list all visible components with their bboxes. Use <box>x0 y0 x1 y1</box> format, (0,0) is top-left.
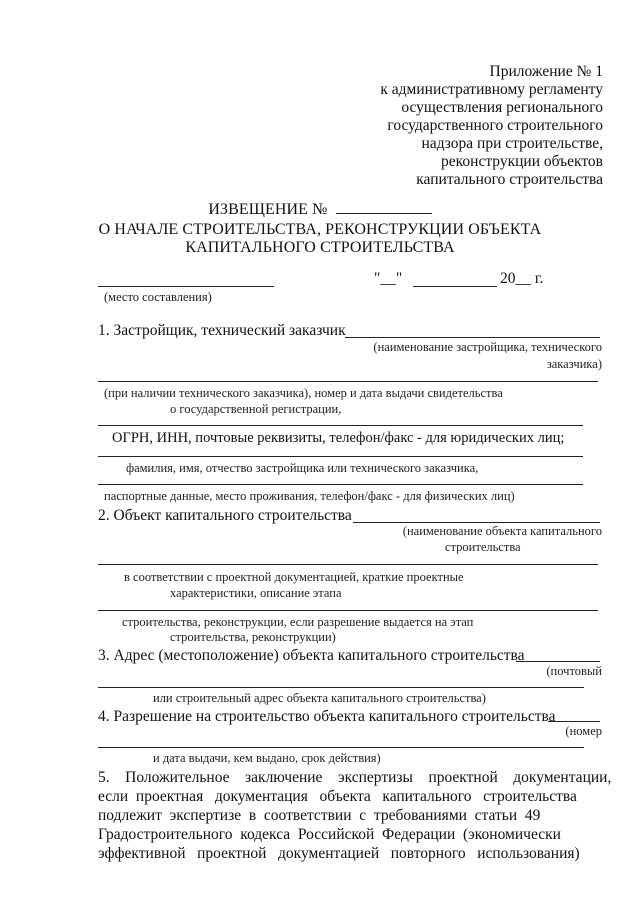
section-5-line-2: если проектная документация объекта капитального строительства <box>98 788 577 805</box>
section-3-label: 3. Адрес (местоположение) объекта капитального строительства <box>98 647 525 664</box>
header-line-5: надзора при строительстве, <box>421 135 603 152</box>
notice-subtitle-2: КАПИТАЛЬНОГО СТРОИТЕЛЬСТВА <box>185 239 455 256</box>
section-4-hint-1: (номер <box>565 724 602 738</box>
section-2-hint-3: в соответствии с проектной документацией, краткие проектные <box>124 570 464 584</box>
section-2-hint-5: строительства, реконструкции, если разрешение выдается на этап <box>122 615 474 629</box>
header-line-1: Приложение № 1 <box>489 63 603 80</box>
section-5-line-5: эффективной проектной документацией повторного использования) <box>98 845 580 862</box>
section-5-line-4: Градостроительного кодекса Российской Федерации (экономически <box>98 826 561 843</box>
section-1-hint-6: паспортные данные, место проживания, телефон/факс - для физических лиц) <box>104 489 515 503</box>
section-1-legal: ОГРН, ИНН, почтовые реквизиты, телефон/факс - для юридических лиц; <box>112 430 565 446</box>
section-1-hint-2: заказчика) <box>546 357 602 371</box>
section-4-hint-2: и дата выдачи, кем выдано, срок действия) <box>153 751 381 765</box>
section-1-line-4 <box>98 456 583 457</box>
section-2-blank <box>353 522 600 523</box>
header-line-3: осуществления регионального <box>401 99 603 116</box>
section-1-hint-4: о государственной регистрации, <box>170 402 342 416</box>
place-blank <box>98 286 274 287</box>
section-2-hint-6: строительства, реконструкции) <box>170 630 336 644</box>
section-4-line-2 <box>98 747 584 748</box>
section-5-line-3: подлежит экспертизе в соответствии с требованиями статьи 49 <box>98 807 541 824</box>
notice-label: ИЗВЕЩЕНИЕ № <box>208 201 328 218</box>
section-1-line-5 <box>98 484 583 485</box>
header-line-2: к административному регламенту <box>380 81 603 98</box>
header-line-6: реконструкции объектов <box>441 153 603 170</box>
section-2-hint-2: строительства <box>445 540 521 554</box>
date-blank <box>413 286 497 287</box>
header-line-7: капитального строительства <box>416 171 603 188</box>
section-1-line-2 <box>98 381 598 382</box>
section-3-hint-1: (почтовый <box>546 664 602 678</box>
section-3-blank <box>516 661 600 662</box>
section-1-blank <box>345 337 600 338</box>
section-2-hint-4: характеристики, описание этапа <box>170 586 342 600</box>
place-label: (место составления) <box>104 290 212 304</box>
section-3-hint-2: или строительный адрес объекта капитального строительства) <box>153 691 486 705</box>
notice-title <box>0 201 640 219</box>
section-2-label: 2. Объект капитального строительства <box>98 507 352 524</box>
section-1-line-3 <box>98 425 583 426</box>
date-quotes: "__" <box>374 270 403 287</box>
section-2-line-2 <box>98 564 598 565</box>
section-5-line-1: 5. Положительное заключение экспертизы проектной документации, <box>98 769 612 786</box>
section-1-hint-5: фамилия, имя, отчество застройщика или технического заказчика, <box>126 461 479 475</box>
section-2-line-3 <box>98 610 598 611</box>
section-1-label: 1. Застройщик, технический заказчик <box>98 322 346 339</box>
section-4-blank <box>548 721 600 722</box>
notice-number-blank <box>336 213 432 214</box>
section-2-hint-1: (наименование объекта капитального <box>402 524 602 538</box>
header-line-4: государственного строительного <box>387 117 603 134</box>
section-4-label: 4. Разрешение на строительство объекта капитального строительства <box>98 708 556 725</box>
section-1-hint-1: (наименование застройщика, технического <box>373 340 602 354</box>
section-1-hint-3: (при наличии технического заказчика), номер и дата выдачи свидетельства <box>104 386 503 400</box>
notice-subtitle: О НАЧАЛЕ СТРОИТЕЛЬСТВА, РЕКОНСТРУКЦИИ ОБЪЕКТА <box>98 221 542 238</box>
date-year: 20__ г. <box>500 270 544 287</box>
section-3-line-2 <box>98 687 584 688</box>
